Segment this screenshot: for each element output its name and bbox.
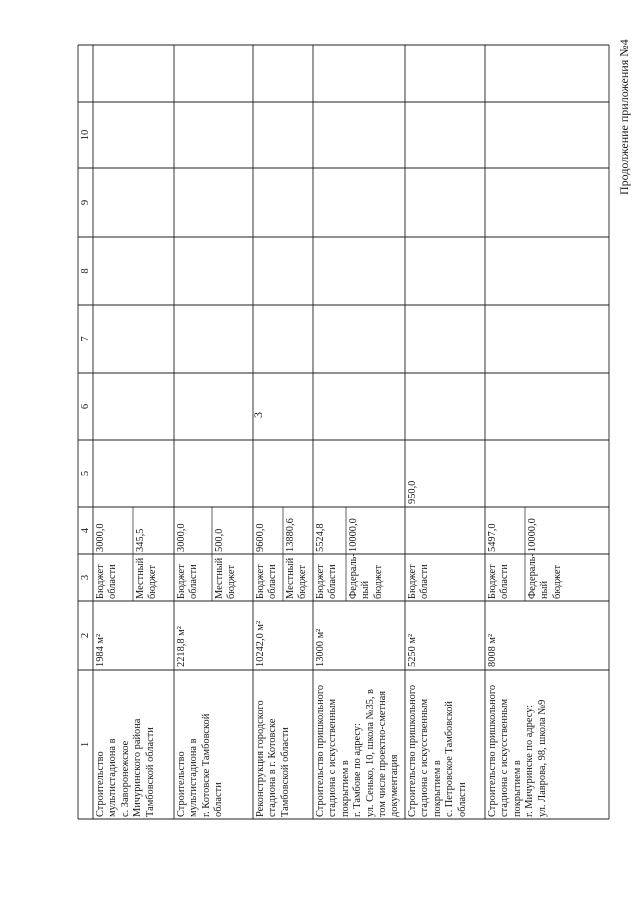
funding-amount: 10000,0 <box>348 518 359 552</box>
funding-amount: 500,0 <box>214 528 225 552</box>
funding-amount: 13880,6 <box>285 518 296 552</box>
table-row-name: Реконструкция городского стадиона в г. Котовске Тамбовской области <box>255 700 291 817</box>
funding-amount: 5497,0 <box>487 523 498 552</box>
funding-source: Бюджет области <box>315 564 339 599</box>
funding-amount: 345,5 <box>135 528 146 552</box>
funding-amount: 3000,0 <box>95 523 106 552</box>
funding-amount: 10000,0 <box>527 518 538 552</box>
col-header-1: 1 <box>80 741 91 748</box>
funding-amount: 3000,0 <box>176 523 187 552</box>
page-number: 3 <box>251 412 265 418</box>
col-header-3: 3 <box>80 574 91 581</box>
funding-source: Бюджет области <box>487 564 511 599</box>
col-header-5: 5 <box>80 470 91 477</box>
col5-value: 950,0 <box>407 480 418 504</box>
table-row-area: 8008 м² <box>487 633 498 667</box>
col-header-9: 9 <box>80 199 91 206</box>
table-row-area: 2218,8 м² <box>176 626 187 667</box>
col-header-7: 7 <box>80 336 91 342</box>
table-row-area: 10242,0 м² <box>255 620 266 667</box>
table-row-name: Строительство пришкольного стадиона с искусственным покрытием в г. Мичуринске по адресу: ул. Лаврова, 98, школа №9 <box>487 684 548 817</box>
table-row-name: Строительство пришкольного стадиона с искусственным покрытием в г. Тамбове по адресу: ул. Сенько, 10, школа №35, в том числе проектно-сметная документация <box>315 684 401 817</box>
col-header-6: 6 <box>80 403 91 410</box>
funding-source: Местный бюджет <box>135 557 159 599</box>
table-row-name: Строительство мультистадиона в с. Заворонежское Мичуринского района Тамбовской области <box>95 718 156 817</box>
funding-source: Бюджет области <box>255 564 279 599</box>
continuation-title: Продолжение приложения №4 <box>617 39 631 195</box>
table-row-area: 1984 м² <box>95 633 106 667</box>
funding-amount: 9600,0 <box>255 523 266 552</box>
funding-amount: 5524,8 <box>315 523 326 552</box>
funding-source: Федераль- ный бюджет <box>527 553 563 599</box>
funding-source: Бюджет области <box>176 564 200 599</box>
col-header-8: 8 <box>80 268 91 274</box>
funding-source: Бюджет области <box>407 564 431 599</box>
table-row-area: 13000 м² <box>315 628 326 667</box>
col-header-10: 10 <box>80 129 91 141</box>
funding-source: Федераль- ный бюджет <box>348 553 384 599</box>
funding-source: Бюджет области <box>95 564 119 599</box>
table-row-area: 5250 м² <box>407 633 418 667</box>
funding-source: Местный бюджет <box>285 557 309 599</box>
table-row-name: Строительство мультистадиона в г. Котовске Тамбовской области <box>176 713 225 817</box>
col-header-2: 2 <box>80 632 91 639</box>
table-row-name: Строительство пришкольного стадиона с искусственным покрытием в с. Петровское Тамбовской области <box>407 684 468 817</box>
col-header-4: 4 <box>80 527 91 534</box>
funding-source: Местный бюджет <box>214 557 238 599</box>
